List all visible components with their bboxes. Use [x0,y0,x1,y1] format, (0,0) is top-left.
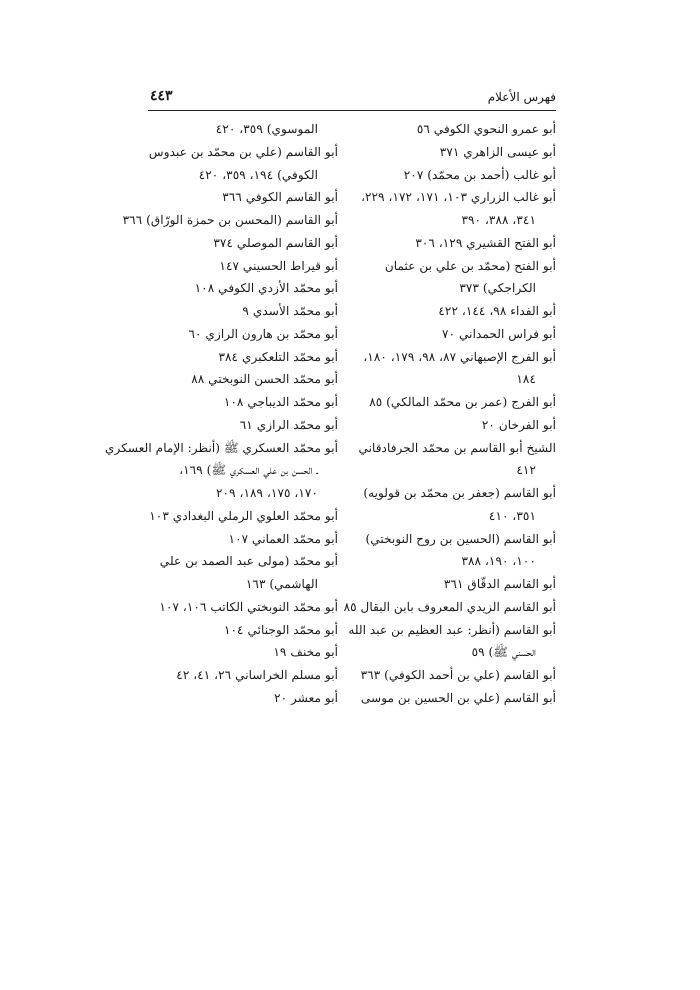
index-entry: أبو محمّد (مولى عبد الصمد بن علي [159,554,338,569]
index-entry-continuation: الموسوي) ٣٥٩، ٤٢٠ [215,122,318,136]
index-entry: أبو الفرج الإصبهاني ٨٧، ٩٨، ١٧٩، ١٨٠، [363,349,556,364]
index-entry: أبو عيسى الزاهري ٣٧١ [439,144,556,159]
index-entry-continuation: ٣٤١، ٣٨٨، ٣٩٠ [461,213,536,227]
index-entry: أبو القاسم الكوفي ٣٦٦ [222,190,338,205]
index-entry: أبو محمّد الديباجي ١٠٨ [223,395,338,409]
index-entry-continuation: الهاشمي) ١٦٣ [245,577,318,591]
index-entry: أبو القاسم (المحسن بن حمزة الورّاق) ٣٦٦ [122,213,338,227]
index-entry: أبو محمّد الأزدي الكوفي ١٠٨ [194,281,338,296]
index-entry: أبو محمّد الأسدي ٩ [242,304,338,318]
index-entry: أبو الفرج (عمر بن محمّد المالكي) ٨٥ [369,395,556,409]
index-entry: أبو معشر ٢٠ [274,690,338,705]
index-column-right [336,118,556,710]
index-entry: أبو محمّد العلوي الرملي البغدادي ١٠٣ [149,508,338,523]
index-entry: أبو محمّد التلعكبري ٣٨٤ [218,349,338,364]
index-entry-continuation: ٣٥١، ٤١٠ [488,508,536,523]
index-entry: أبو القاسم الموصلي ٣٧٤ [213,235,338,250]
index-entry: أبو محمّد الرازي ٦١ [239,417,338,432]
index-entry: أبو القاسم (علي بن الحسين بن موسى [360,690,556,705]
index-entry-continuation: الحسني ﷺ) ٥٩ [471,645,536,660]
index-entry: أبو الفداء ٩٨، ١٤٤، ٤٢٢ [438,304,556,318]
index-entry: أبو محمّد الحسن النوبختي ٨٨ [191,372,338,387]
index-entry: أبو القاسم (الحسين بن روح النوبختي) [365,531,556,546]
index-entry-continuation: ١٠٠، ١٩٠، ٣٨٨ [461,554,536,569]
index-entry: أبو القاسم (أنظر: عبد العظيم بن عبد الله [348,622,556,637]
page-title: فهرس الأعلام [487,90,556,104]
index-entry-continuation: الكراجكي) ٣٧٣ [459,281,536,296]
index-entry: أبو القاسم (جعفر بن محمّد بن قولويه) [363,486,556,500]
index-entry: أبو القاسم الزيدي المعروف بابن البقال ٨٥ [343,599,556,614]
index-entry: أبو مسلم الخراساني ٢٦، ٤١، ٤٢ [176,668,338,682]
index-entry-continuation: الكوفي) ١٩٤، ٣٥٩، ٤٢٠ [198,167,318,182]
index-entry: أبو غالب الزراري ١٠٣، ١٧١، ١٧٢، ٢٢٩، [361,190,556,205]
index-entry: أبو محمّد النوبختي الكاتب ١٠٦، ١٠٧ [159,599,338,614]
index-entry: أبو القاسم (علي بن محمّد بن عبدوس [148,144,338,159]
index-entry: أبو محمّد بن هارون الرازي ٦٠ [188,326,338,341]
index-entry: أبو القاسم (علي بن أحمد الكوفي) ٣٦٣ [360,668,556,682]
index-entry: أبو الفتح القشيري ١٢٩، ٣٠٦ [415,235,556,250]
page-header [148,88,556,111]
index-entry: أبو مخنف ١٩ [273,645,338,660]
index-entry: أبو القاسم الدقّاق ٣٦١ [443,577,556,591]
index-entry: أبو محمّد الوجنائي ١٠٤ [223,622,338,637]
index-column-left [104,118,338,710]
index-entry: أبو فراس الحمداني ٧٠ [442,326,556,341]
index-entry: أبو الفتح (محمّد بن علي بن عثمان [384,258,556,273]
index-entry: أبو عمرو النحوي الكوفي ٥٦ [416,122,556,136]
index-entry-continuation: ١٨٤ [516,372,536,387]
index-entry-continuation: ١٧٠، ١٧٥، ١٨٩، ٢٠٩ [216,486,318,500]
index-entry-continuation: ـ الحسن بن علي العسكري ﷺ) ١٦٩، [179,463,318,478]
index-entry: أبو غالب (أحمد بن محمّد) ٢٠٧ [403,167,556,182]
page-number: ٤٤٣ [150,88,173,104]
index-entry-continuation: ٤١٢ [516,463,536,478]
index-entry: الشيخ أبو القاسم بن محمّد الجرفادقاني [358,440,556,455]
index-entry: أبو قيراط الحسيني ١٤٧ [219,258,338,273]
index-entry: أبو الفرخان ٢٠ [481,417,556,432]
index-entry: أبو محمّد العماني ١٠٧ [228,531,338,546]
index-entry: أبو محمّد العسكري ﷺ (أنظر: الإمام العسكري [104,440,338,455]
